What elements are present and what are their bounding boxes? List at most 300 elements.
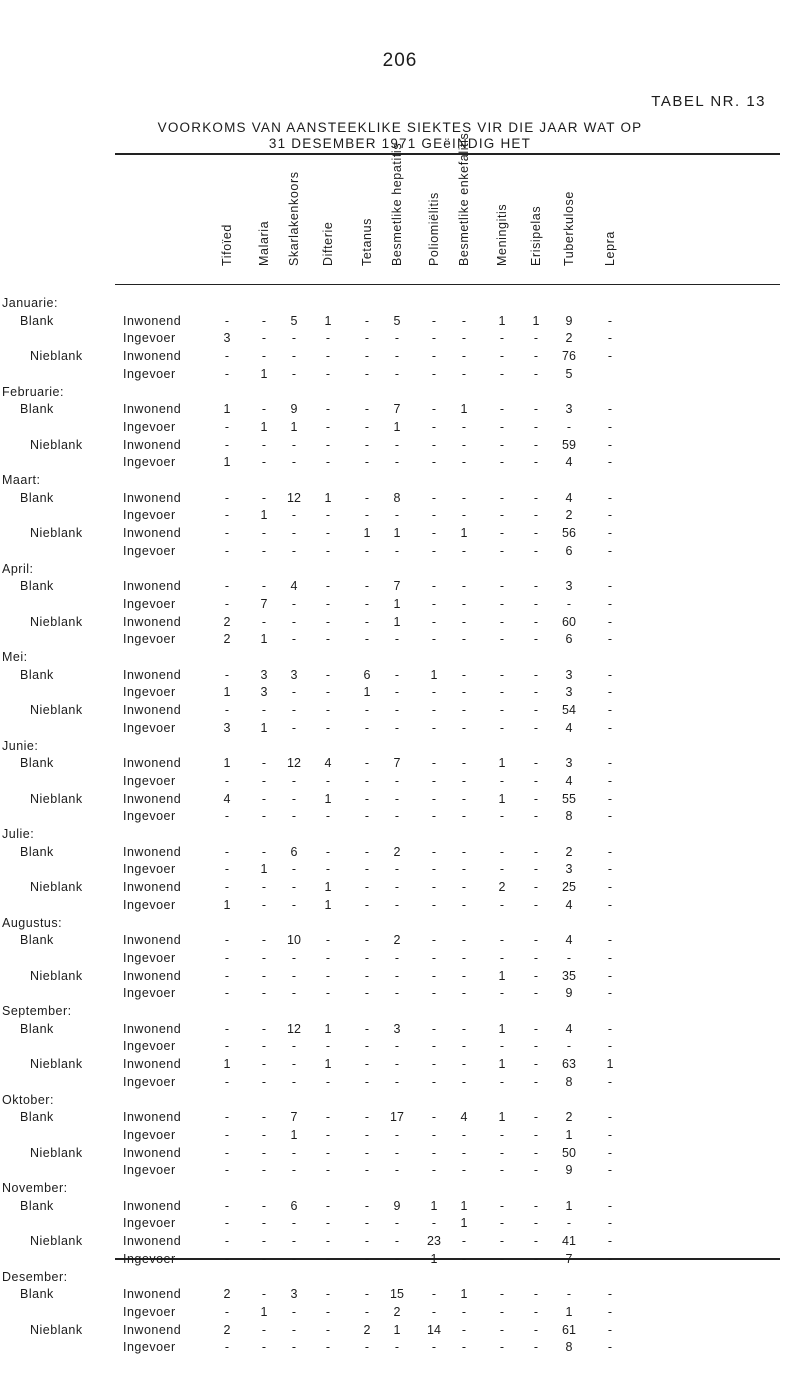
table-cell: - [499, 349, 505, 364]
table-cell: - [394, 773, 400, 788]
table-cell: - [533, 862, 539, 877]
table-cell: 7 [565, 1251, 573, 1266]
table-cell: - [499, 1039, 505, 1054]
residence-type-label: Inwonend [123, 349, 182, 364]
residence-type-label: Inwonend [123, 1021, 182, 1036]
table-cell: - [394, 1145, 400, 1160]
table-cell: 6 [290, 1198, 298, 1213]
table-cell: - [431, 1340, 437, 1355]
table-cell: - [607, 543, 613, 558]
table-cell: - [431, 720, 437, 735]
table-cell: - [364, 897, 370, 912]
table-cell: - [461, 579, 467, 594]
table-cell: 2 [393, 844, 401, 859]
table-cell: - [431, 419, 437, 434]
table-cell: - [533, 844, 539, 859]
table-cell: - [291, 1251, 297, 1266]
table-cell: - [607, 897, 613, 912]
table-cell: 10 [287, 933, 301, 948]
residence-type-label: Ingevoer [123, 897, 176, 912]
table-cell: - [224, 313, 230, 328]
table-cell: - [261, 313, 267, 328]
month-label: November: [2, 1181, 68, 1195]
table-cell: - [461, 1322, 467, 1337]
residence-type-label: Ingevoer [123, 1340, 176, 1355]
table-cell: - [607, 791, 613, 806]
table-cell: - [325, 862, 331, 877]
table-cell: - [461, 331, 467, 346]
table-cell: 1 [324, 490, 332, 505]
table-cell: - [224, 437, 230, 452]
residence-type-label: Ingevoer [123, 632, 176, 647]
table-cell: - [533, 579, 539, 594]
table-cell: - [261, 968, 267, 983]
table-cell: - [291, 1074, 297, 1089]
table-cell: - [261, 986, 267, 1001]
table-cell: - [533, 667, 539, 682]
residence-type-label: Inwonend [123, 968, 182, 983]
table-cell: - [261, 1110, 267, 1125]
table-cell: 1 [260, 862, 268, 877]
population-group-label: Blank [20, 1021, 54, 1036]
table-cell: - [499, 1074, 505, 1089]
table-title-line1: VOORKOMS VAN AANSTEEKLIKE SIEKTES VIR DIE JAAR WAT OP [157, 120, 643, 135]
table-cell: - [224, 1340, 230, 1355]
table-cell: 3 [565, 667, 573, 682]
table-cell: - [533, 756, 539, 771]
table-cell: - [461, 437, 467, 452]
residence-type-label: Inwonend [123, 1198, 182, 1213]
table-cell: - [533, 331, 539, 346]
table-cell: - [461, 543, 467, 558]
table-cell: - [431, 950, 437, 965]
residence-type-label: Ingevoer [123, 1039, 176, 1054]
table-cell: 1 [223, 1057, 231, 1072]
table-cell: - [461, 1251, 467, 1266]
page-number: 206 [382, 50, 418, 71]
table-cell: 1 [460, 1198, 468, 1213]
table-cell: - [261, 950, 267, 965]
table-cell: - [533, 1340, 539, 1355]
table-cell: 3 [223, 331, 231, 346]
table-cell: 1 [260, 508, 268, 523]
population-group-label: Blank [20, 756, 54, 771]
table-cell: - [607, 986, 613, 1001]
population-group-label: Nieblank [30, 437, 83, 452]
table-cell: - [394, 1251, 400, 1266]
table-cell: - [224, 543, 230, 558]
table-cell: - [607, 720, 613, 735]
table-cell: - [261, 773, 267, 788]
table-cell: - [431, 773, 437, 788]
residence-type-label: Inwonend [123, 844, 182, 859]
table-cell: - [364, 756, 370, 771]
table-cell: - [325, 402, 331, 417]
table-cell: - [364, 1021, 370, 1036]
table-cell: 14 [427, 1322, 441, 1337]
table-cell: - [499, 1145, 505, 1160]
table-cell: - [325, 1127, 331, 1142]
table-cell: - [394, 1340, 400, 1355]
table-cell: - [461, 313, 467, 328]
table-cell: - [291, 1304, 297, 1319]
table-cell: 4 [565, 773, 573, 788]
table-cell: - [224, 1145, 230, 1160]
table-cell: - [461, 1145, 467, 1160]
table-cell: - [607, 880, 613, 895]
table-cell: 12 [287, 490, 301, 505]
table-cell: - [499, 543, 505, 558]
table-cell: - [224, 968, 230, 983]
table-cell: - [499, 1322, 505, 1337]
header-rule [115, 284, 780, 285]
table-cell: - [607, 1021, 613, 1036]
table-cell: - [607, 313, 613, 328]
table-cell: - [224, 933, 230, 948]
table-cell: - [291, 1340, 297, 1355]
residence-type-label: Ingevoer [123, 1163, 176, 1178]
table-cell: 1 [460, 402, 468, 417]
table-cell: - [607, 1163, 613, 1178]
table-cell: - [431, 809, 437, 824]
table-cell: - [291, 543, 297, 558]
table-cell: - [607, 968, 613, 983]
table-cell: - [325, 1216, 331, 1231]
table-cell: - [607, 1145, 613, 1160]
population-group-label: Blank [20, 1110, 54, 1125]
table-cell: - [364, 1057, 370, 1072]
residence-type-label: Ingevoer [123, 950, 176, 965]
table-cell: 7 [393, 756, 401, 771]
table-cell: - [431, 1163, 437, 1178]
table-cell: - [364, 543, 370, 558]
table-cell: - [607, 419, 613, 434]
month-label: Februarie: [2, 384, 64, 399]
table-cell: - [533, 543, 539, 558]
table-cell: - [607, 1322, 613, 1337]
table-cell: - [325, 1198, 331, 1213]
table-cell: - [224, 1127, 230, 1142]
table-cell: - [607, 862, 613, 877]
table-cell: - [461, 366, 467, 381]
table-cell: - [325, 579, 331, 594]
table-cell: - [533, 632, 539, 647]
table-cell: 1 [498, 1110, 506, 1125]
table-cell: - [364, 1198, 370, 1213]
table-cell: - [261, 1322, 267, 1337]
table-cell: - [364, 402, 370, 417]
table-cell: - [325, 526, 331, 541]
table-cell: - [431, 331, 437, 346]
table-cell: - [533, 1251, 539, 1266]
table-cell: - [499, 455, 505, 470]
table-cell: 1 [498, 791, 506, 806]
table-cell: - [431, 1110, 437, 1125]
table-cell: 4 [565, 933, 573, 948]
table-cell: - [291, 632, 297, 647]
table-cell: - [291, 526, 297, 541]
table-cell: - [499, 773, 505, 788]
table-cell: 9 [565, 313, 573, 328]
table-cell: - [325, 349, 331, 364]
month-label: Augustus: [2, 915, 63, 930]
table-cell: - [533, 1287, 539, 1302]
table-cell: - [224, 1216, 230, 1231]
table-cell: 1 [498, 756, 506, 771]
table-cell: - [364, 933, 370, 948]
table-cell: - [607, 1110, 613, 1125]
table-cell: 4 [324, 756, 332, 771]
residence-type-label: Ingevoer [123, 1304, 176, 1319]
table-cell: - [261, 844, 267, 859]
table-cell: 8 [393, 490, 401, 505]
table-cell: - [499, 331, 505, 346]
column-header-label: Malaria [257, 220, 271, 266]
table-cell: - [461, 897, 467, 912]
table-cell: - [291, 791, 297, 806]
residence-type-label: Inwonend [123, 1110, 182, 1125]
table-cell: 1 [363, 526, 371, 541]
column-header [454, 132, 474, 280]
table-cell: - [461, 508, 467, 523]
table-cell: - [431, 543, 437, 558]
table-cell: - [533, 526, 539, 541]
table-cell: - [325, 596, 331, 611]
table-cell: 1 [324, 313, 332, 328]
table-cell: 9 [565, 1163, 573, 1178]
table-cell: - [431, 1287, 437, 1302]
table-cell: 1 [223, 455, 231, 470]
column-header [492, 152, 512, 280]
column-header [600, 152, 620, 280]
table-cell: - [533, 933, 539, 948]
table-cell: 3 [565, 685, 573, 700]
table-cell: - [499, 844, 505, 859]
table-cell: 1 [460, 1287, 468, 1302]
table-cell: - [291, 614, 297, 629]
column-header [357, 152, 377, 280]
table-cell: - [533, 773, 539, 788]
table-cell: - [607, 455, 613, 470]
table-cell: - [499, 402, 505, 417]
table-cell: - [533, 950, 539, 965]
residence-type-label: Ingevoer [123, 809, 176, 824]
table-cell: 1 [223, 897, 231, 912]
table-cell: - [364, 844, 370, 859]
table-cell: 1 [223, 402, 231, 417]
table-cell: - [431, 1039, 437, 1054]
table-cell: - [607, 1340, 613, 1355]
table-cell: - [607, 1251, 613, 1266]
table-cell: 15 [390, 1287, 404, 1302]
table-cell: - [607, 685, 613, 700]
table-cell: 7 [393, 579, 401, 594]
residence-type-label: Inwonend [123, 313, 182, 328]
table-cell: - [461, 685, 467, 700]
column-header-label: Besmetlike hepatitis [390, 142, 404, 266]
table-cell: - [224, 844, 230, 859]
table-cell: 2 [223, 1287, 231, 1302]
population-group-label: Nieblank [30, 703, 83, 718]
population-group-label: Nieblank [30, 1145, 83, 1160]
table-cell: - [364, 950, 370, 965]
table-cell: - [607, 490, 613, 505]
table-cell: - [291, 720, 297, 735]
month-label: Maart: [2, 473, 41, 487]
table-cell: - [461, 1163, 467, 1178]
residence-type-label: Inwonend [123, 880, 182, 895]
table-cell: - [499, 809, 505, 824]
table-cell: - [394, 791, 400, 806]
column-header-label: Meningitis [495, 203, 509, 266]
table-cell: 1 [565, 1127, 573, 1142]
table-cell: 6 [363, 667, 371, 682]
table-cell: - [325, 986, 331, 1001]
table-cell: - [461, 1074, 467, 1089]
table-cell: - [325, 1039, 331, 1054]
table-cell: - [461, 880, 467, 895]
table-cell: - [461, 1021, 467, 1036]
table-cell: 2 [498, 880, 506, 895]
table-cell: - [364, 455, 370, 470]
column-header [284, 152, 304, 280]
table-cell: - [533, 437, 539, 452]
table-cell: - [224, 1251, 230, 1266]
residence-type-label: Ingevoer [123, 596, 176, 611]
table-cell: - [533, 1127, 539, 1142]
table-cell: - [431, 508, 437, 523]
table-cell: - [499, 1287, 505, 1302]
table-cell: - [261, 1198, 267, 1213]
table-cell: - [364, 880, 370, 895]
table-cell: - [364, 313, 370, 328]
table-cell: - [499, 490, 505, 505]
table-cell: - [224, 490, 230, 505]
table-cell: - [431, 1021, 437, 1036]
table-cell: 56 [562, 526, 576, 541]
table-cell: 2 [565, 844, 573, 859]
table-cell: - [499, 933, 505, 948]
table-cell: - [325, 1251, 331, 1266]
table-cell: - [291, 880, 297, 895]
table-cell: 2 [393, 933, 401, 948]
table-cell: - [224, 579, 230, 594]
table-cell: - [607, 349, 613, 364]
table-cell: - [394, 455, 400, 470]
table-cell: - [499, 614, 505, 629]
table-cell: - [394, 1163, 400, 1178]
table-cell: 6 [290, 844, 298, 859]
table-cell: 4 [223, 791, 231, 806]
table-cell: - [533, 455, 539, 470]
table-cell: - [224, 508, 230, 523]
table-cell: 2 [393, 1304, 401, 1319]
table-cell: - [325, 809, 331, 824]
table-cell: 1 [290, 1127, 298, 1142]
table-cell: 76 [562, 349, 576, 364]
table-cell: - [325, 1234, 331, 1249]
table-cell: - [461, 632, 467, 647]
month-label: April: [2, 561, 34, 576]
table-cell: - [499, 1251, 505, 1266]
table-cell: - [533, 596, 539, 611]
table-cell: - [431, 685, 437, 700]
table-cell: - [461, 1304, 467, 1319]
residence-type-label: Ingevoer [123, 685, 176, 700]
table-cell: 5 [565, 366, 573, 381]
table-cell: - [364, 614, 370, 629]
table-cell: - [291, 968, 297, 983]
table-cell: - [261, 897, 267, 912]
table-cell: - [607, 437, 613, 452]
population-group-label: Blank [20, 1287, 54, 1302]
table-cell: - [461, 419, 467, 434]
table-cell: - [325, 720, 331, 735]
table-cell: - [461, 703, 467, 718]
table-cell: - [394, 809, 400, 824]
table-cell: - [499, 366, 505, 381]
table-cell: - [499, 1127, 505, 1142]
residence-type-label: Inwonend [123, 1322, 182, 1337]
table-cell: 3 [565, 402, 573, 417]
table-cell: - [291, 1039, 297, 1054]
table-cell: 4 [565, 455, 573, 470]
table-cell: - [291, 508, 297, 523]
table-cell: - [291, 703, 297, 718]
column-header-label: Poliomiëlitis [427, 192, 441, 266]
table-cell: - [261, 437, 267, 452]
table-cell: - [364, 632, 370, 647]
table-cell: - [364, 1039, 370, 1054]
table-cell: - [291, 1145, 297, 1160]
table-cell: - [607, 402, 613, 417]
table-cell: 1 [324, 1057, 332, 1072]
table-cell: - [394, 437, 400, 452]
table-cell: - [533, 1322, 539, 1337]
table-cell: - [533, 1234, 539, 1249]
table-cell: 1 [430, 1198, 438, 1213]
table-cell: - [364, 331, 370, 346]
month-label: Oktober: [2, 1092, 54, 1107]
table-cell: - [566, 596, 572, 611]
table-cell: - [533, 490, 539, 505]
table-cell: 12 [287, 756, 301, 771]
table-cell: - [431, 862, 437, 877]
table-cell: - [431, 1074, 437, 1089]
table-cell: - [499, 862, 505, 877]
table-cell: - [607, 614, 613, 629]
population-group-label: Nieblank [30, 349, 83, 364]
column-header-label: Tuberkulose [562, 191, 576, 266]
table-cell: - [325, 437, 331, 452]
table-cell: - [394, 331, 400, 346]
table-cell: - [533, 791, 539, 806]
table-cell: 1 [393, 526, 401, 541]
table-cell: - [499, 508, 505, 523]
table-cell: - [364, 508, 370, 523]
table-cell: - [607, 526, 613, 541]
column-header [559, 152, 579, 280]
table-cell: - [224, 1110, 230, 1125]
table-cell: 4 [290, 579, 298, 594]
table-cell: - [325, 331, 331, 346]
table-cell: - [461, 614, 467, 629]
table-cell: - [499, 419, 505, 434]
table-cell: - [291, 596, 297, 611]
table-cell: - [224, 880, 230, 895]
table-cell: - [461, 844, 467, 859]
table-cell: - [364, 419, 370, 434]
